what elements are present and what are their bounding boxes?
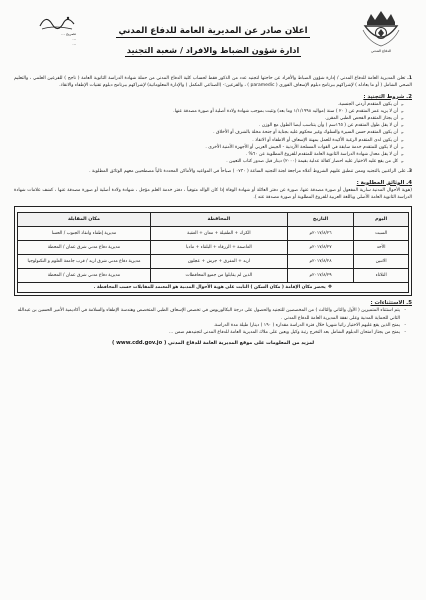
handwritten-seal	[14, 8, 76, 47]
requirement-item: ➢ أن يكون المتقدم أردني الجنسية.	[14, 101, 404, 108]
seal-line-3: ...	[72, 40, 76, 46]
cell-governorate: الكرك + الطفيلة + معان + العقبة	[150, 227, 287, 241]
exception-item: - يتم استثناء المتميزين ( الأول والثاني والثالث ) من المخصصين للتجنيد والحصول على درجة البكالوريوس في تخصص الإسعاف الطبي المتخصص وهندسة الإطفاء والسلامة في أكاديمية الأمير الحسين بن عبدالله الثاني للحماية المدنية وعلى نفقة المديرية العامة للدفاع المدني .	[14, 307, 406, 321]
cell-location: مديرية دفاع مدني شرق عمان / المحطة	[18, 269, 151, 283]
header-day: اليوم	[354, 213, 409, 227]
exceptions-section	[14, 299, 412, 346]
intro-section	[14, 75, 412, 90]
cell-governorate: العاصمة + الزرقاء + البلقاء + مادبا	[150, 241, 287, 255]
more-info-line	[14, 340, 412, 346]
cell-date: ٢٠١٧/٨/٢٩م	[287, 269, 353, 283]
requirement-item: ➢ أن يجتاز المتقدم الفحص الطبي المقرر.	[14, 115, 404, 122]
requirement-item: ➢ أن يكون لدى المتقدم الرغبة الأكيدة للعمل بمهنة الإسعاف أو الاطفاء أو الانقاذ .	[14, 137, 404, 144]
document-header	[14, 8, 412, 72]
schedule-box	[14, 206, 412, 296]
civil-defense-logo	[350, 8, 412, 53]
cell-day: الاثنين	[354, 255, 409, 269]
header-date: التاريخ	[287, 213, 353, 227]
cell-location: مديرية دفاع مدني شرق عمان / المحطة	[18, 241, 151, 255]
requirement-item: ➢ كل من يقع عليه الاختيار عليه احضار كفالة عدلية بقيمة (٢٠٠٠) دينار قبل صدور كتاب التعيين .	[14, 158, 404, 165]
review-number: 3.	[407, 169, 412, 175]
review-section	[14, 168, 412, 175]
requirements-list	[14, 101, 412, 166]
schedule-header-row	[18, 213, 409, 227]
cell-location: مديرية دفاع مدني شرق اربد / قرب جامعة العلوم و التكنولوجيا	[18, 255, 151, 269]
requirement-item: ➢ أن لا يقل معدل شهادة الدراسة الثانوية العامة للمتقدم للفروع المطلوبة عن ٦٠% .	[14, 151, 404, 158]
table-row	[18, 241, 409, 255]
schedule-note	[18, 283, 409, 293]
cell-governorate: اربد + المفرق + جرش + عجلون	[150, 255, 287, 269]
header-location: مكان المقابلة	[18, 213, 151, 227]
requirements-title: 2. شروط التجنيد :	[363, 93, 412, 100]
requirement-item: ➢ أن لا يقل طول المتقدم عن ( ١٦٥سم ) وأن يتناسب أيضا الطول مع الوزن .	[14, 122, 404, 129]
review-paragraph	[14, 168, 412, 175]
signature-icon	[38, 12, 76, 32]
documents-section	[14, 179, 412, 202]
page-title: اعلان صادر عن المديرية العامة للدفاع المدني	[118, 26, 308, 36]
intro-text: تعلن المديرية العامة للدفاع المدني / إدارة شؤون الضباط والأفراد عن حاجتها لتجنيد عدد من الذكور فقط لحساب كلية الدفاع المدني من حملة شهادة الدراسة الثانوية العامة ( ناجح ) للفرعين العلمي ، والتعليم الصحي الشامل ( أو ما يعادله ) لإشراكهم ببرنامج دبلوم الإسعاف الفوري ( paramedic ) ، والفرعين:- (الصناعي المكمل ) والإدارة المعلوماتية) لإشراكهم ببرنامج دبلوم تقنيات الإطفاء والانقاذ.	[14, 76, 412, 89]
exception-item: - يمنح الذين يقع عليهم الاختيار راتبا شهريا خلال فترة الدراسة مقداره ( ١٩٠ ) دينارا طيلة مدة الدراسة.	[14, 322, 406, 329]
more-info-label: لمزيد من المعلومات على موقع المديرية العامة للدفاع المدني	[168, 340, 315, 347]
intro-number: 1.	[407, 76, 413, 81]
schedule-note-row	[18, 283, 409, 293]
header-governorate: المحافظة	[150, 213, 287, 227]
seal-line-1: تصريح ...	[61, 31, 76, 36]
intro-paragraph	[14, 75, 412, 90]
cell-date: ٢٠١٧/٨/٢٨م	[287, 255, 353, 269]
table-row	[18, 255, 409, 269]
requirement-item: ➢ أن يكون المتقدم حسن السيرة والسلوك وغير محكوم عليه بجناية أو جنحة مخلة بالشرف أو الأخلاق .	[14, 129, 404, 136]
exception-item: - يمنح من يجتاز امتحان الدبلوم الشامل بعد التخرج رتبة وكيل ويعين على ملاك المديرية العامة للدفاع المدني لتجنيدهم ضمن ...	[14, 329, 406, 336]
table-row	[18, 227, 409, 241]
cell-day: الأحد	[354, 241, 409, 255]
requirement-item: ➢ أن لا يكون للمتقدم خدمة سابقة في القوات المسلحة الأردنية - الجيش العربي أو الأجهزة الأمنية الأخرى .	[14, 144, 404, 151]
requirement-item: ➢ أن لا يزيد عمر المتقدم عن ( ٢٠ ) سنة (مواليد ١/١/١٩٩٨ وما بعد) وتثبت بموجب شهادة ولادة أصلية أو صورة مصدقة عنها.	[14, 108, 404, 115]
review-text: على الراغبين بالتجنيد وممن تنطبق عليهم الشروط أعلاه مراجعة لجنة التجنيد الساعة ( ٠٧٣٠ ) صباحاً في المواعيد والأماكن المحددة تالياً مصطحبين معهم الوثائق المطلوبة .	[89, 169, 406, 175]
heading-block	[76, 8, 350, 57]
website-link[interactable]: ( www.cdd.gov.jo )	[111, 340, 167, 347]
logo-caption: الدفاع المدني	[370, 49, 392, 53]
requirements-section	[14, 93, 412, 166]
cell-date: ٢٠١٧/٨/٢٦م	[287, 227, 353, 241]
table-row	[18, 269, 409, 283]
documents-title: 4. الوثائق المطلوبة :	[356, 179, 412, 186]
schedule-note-text: يحضر مكان الإقامة ( مكان السكن ) الثابت على هوية الأحوال المدنية هو المعتمد للمقابلات حسب المحافظة .	[93, 285, 326, 291]
cell-day: الثلاثاء	[354, 269, 409, 283]
page-subtitle: ادارة شؤون الضباط والافراد / شعبة التجنيد	[126, 45, 300, 55]
crown-emblem-icon	[359, 8, 403, 48]
exceptions-title: 5. الاستثناءات :	[370, 300, 412, 307]
schedule-table	[17, 212, 409, 293]
pointing-hand-icon: ❖	[327, 284, 333, 291]
exceptions-list	[14, 307, 412, 336]
cell-governorate: الذين لم يقابلوا من جميع المحافظات	[150, 269, 287, 283]
documents-text: (هوية الأحوال المدنية سارية المفعول أو صورة مصدقة عنها، صورة عن دفتر العائلة أو شهادة الوفاة إذا كان الوالد متوفياً ، دفتر خدمة العلم مؤجل ، شهادة ولادة أصلية أو صورة مصدقة عنها ، كشف علامات شهادة الدراسة الثانوية العامة الأصلي وباللغة العربية للفروع المطلوبة أو صورة مصدقة عنه ).	[14, 187, 412, 201]
cell-date: ٢٠١٧/٨/٢٧م	[287, 241, 353, 255]
cell-day: السبت	[354, 227, 409, 241]
cell-location: مديرية إطفاء وانقاذ الجنوب / الحسا	[18, 227, 151, 241]
seal-line-2: ...	[72, 35, 76, 41]
